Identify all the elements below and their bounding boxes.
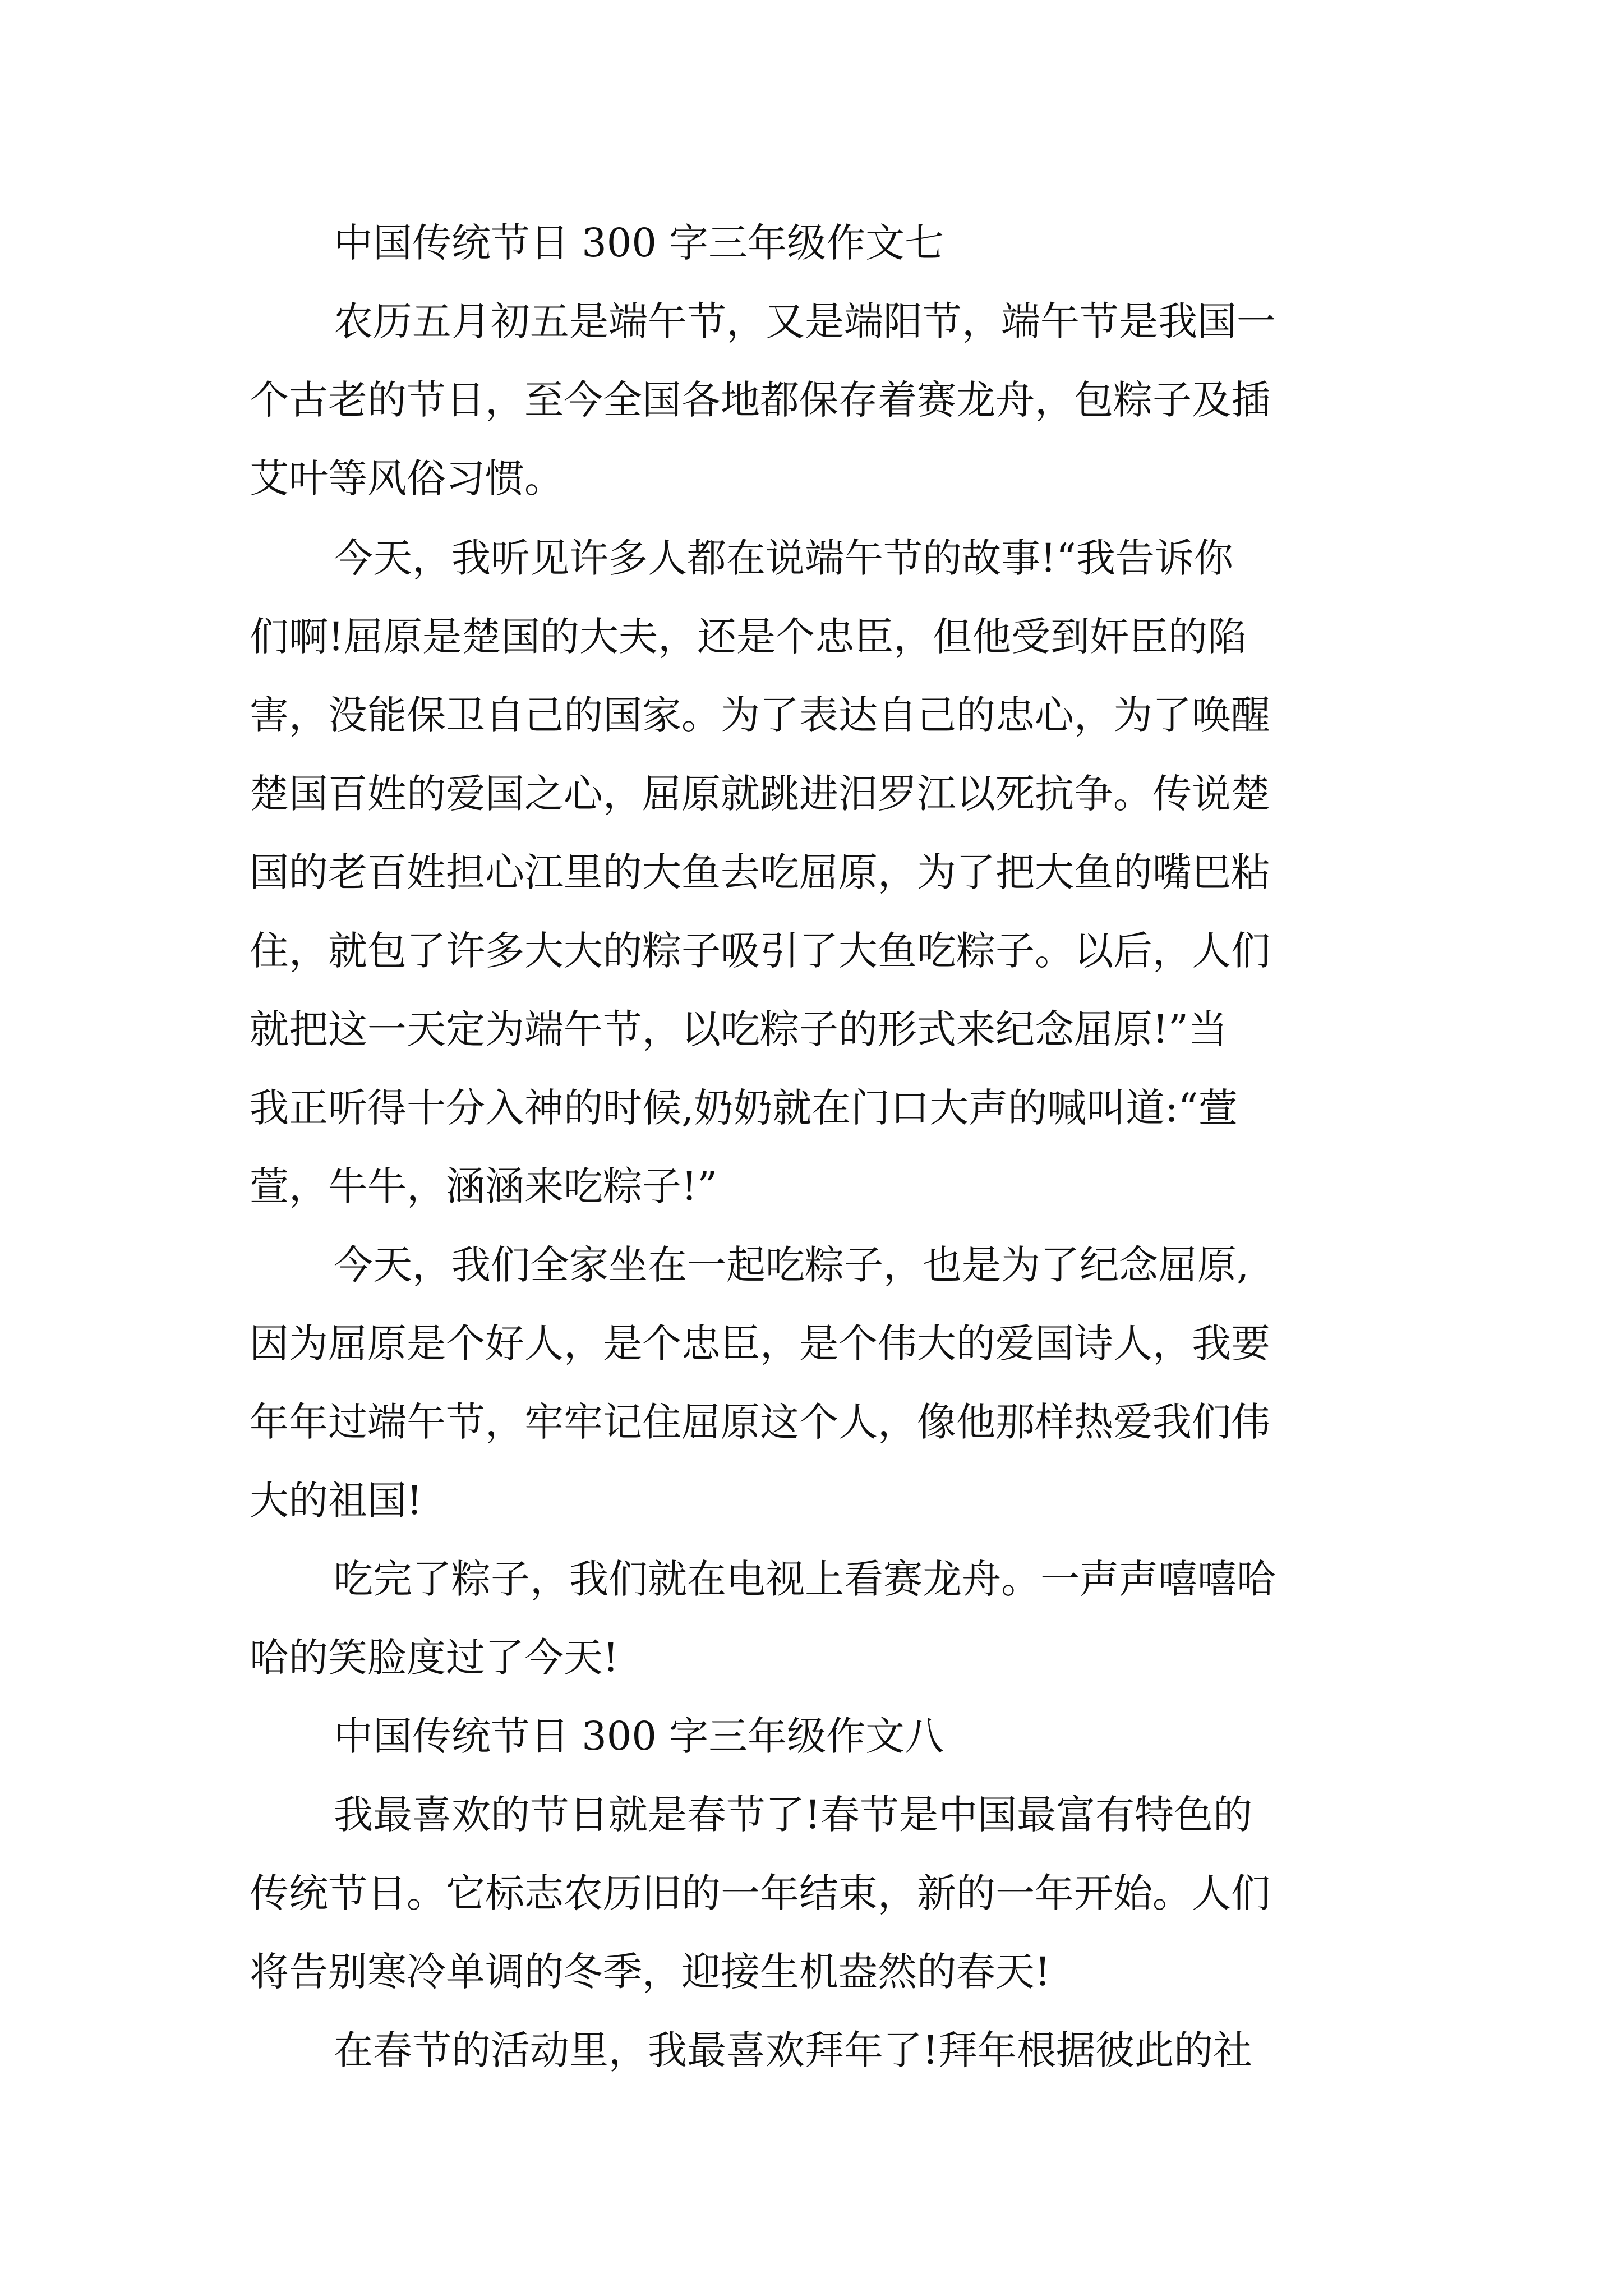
paragraph-line: 吃完了粽子，我们就在电视上看赛龙舟。一声声嘻嘻哈 — [334, 1556, 1276, 1602]
paragraph-line: 我正听得十分入神的时候,奶奶就在门口大声的喊叫道:“萱 — [250, 1085, 1238, 1131]
essay-title-8: 中国传统节日 300 字三年级作文八 — [334, 1713, 944, 1759]
paragraph-line: 农历五月初五是端午节，又是端阳节，端午节是我国一 — [334, 298, 1276, 344]
paragraph-line: 今天，我们全家坐在一起吃粽子，也是为了纪念屈原, — [334, 1242, 1249, 1288]
paragraph-line: 哈的笑脸度过了今天! — [250, 1635, 619, 1681]
paragraph-line: 今天，我听见许多人都在说端午节的故事!“我告诉你 — [334, 535, 1233, 581]
paragraph-line: 艾叶等风俗习惯。 — [250, 455, 564, 501]
paragraph-line: 们啊!屈原是楚国的大夫，还是个忠臣，但他受到奸臣的陷 — [250, 614, 1247, 660]
paragraph-line: 个古老的节日，至今全国各地都保存着赛龙舟，包粽子及插 — [250, 377, 1270, 423]
paragraph-line: 因为屈原是个好人，是个忠臣，是个伟大的爱国诗人，我要 — [250, 1320, 1270, 1366]
paragraph-line: 我最喜欢的节日就是春节了!春节是中国最富有特色的 — [334, 1792, 1253, 1838]
essay-title-7: 中国传统节日 300 字三年级作文七 — [334, 220, 944, 266]
paragraph-line: 萱，牛牛，涵涵来吃粽子!” — [250, 1163, 717, 1209]
paragraph-line: 在春节的活动里，我最喜欢拜年了!拜年根据彼此的社 — [334, 2027, 1253, 2073]
paragraph-line: 住，就包了许多大大的粽子吸引了大鱼吃粽子。以后，人们 — [250, 928, 1270, 974]
paragraph-line: 就把这一天定为端午节，以吃粽子的形式来纪念屈原!”当 — [250, 1006, 1228, 1052]
paragraph-line: 传统节日。它标志农历旧的一年结束，新的一年开始。人们 — [250, 1870, 1270, 1916]
paragraph-line: 国的老百姓担心江里的大鱼去吃屈原，为了把大鱼的嘴巴粘 — [250, 849, 1270, 895]
paragraph-line: 年年过端午节，牢牢记住屈原这个人，像他那样热爱我们伟 — [250, 1399, 1270, 1445]
paragraph-line: 将告别寒冷单调的冬季，迎接生机盎然的春天! — [250, 1949, 1051, 1995]
paragraph-line: 害，没能保卫自己的国家。为了表达自己的忠心，为了唤醒 — [250, 692, 1270, 738]
paragraph-line: 大的祖国! — [250, 1478, 423, 1524]
paragraph-line: 楚国百姓的爱国之心，屈原就跳进汨罗江以死抗争。传说楚 — [250, 771, 1270, 817]
